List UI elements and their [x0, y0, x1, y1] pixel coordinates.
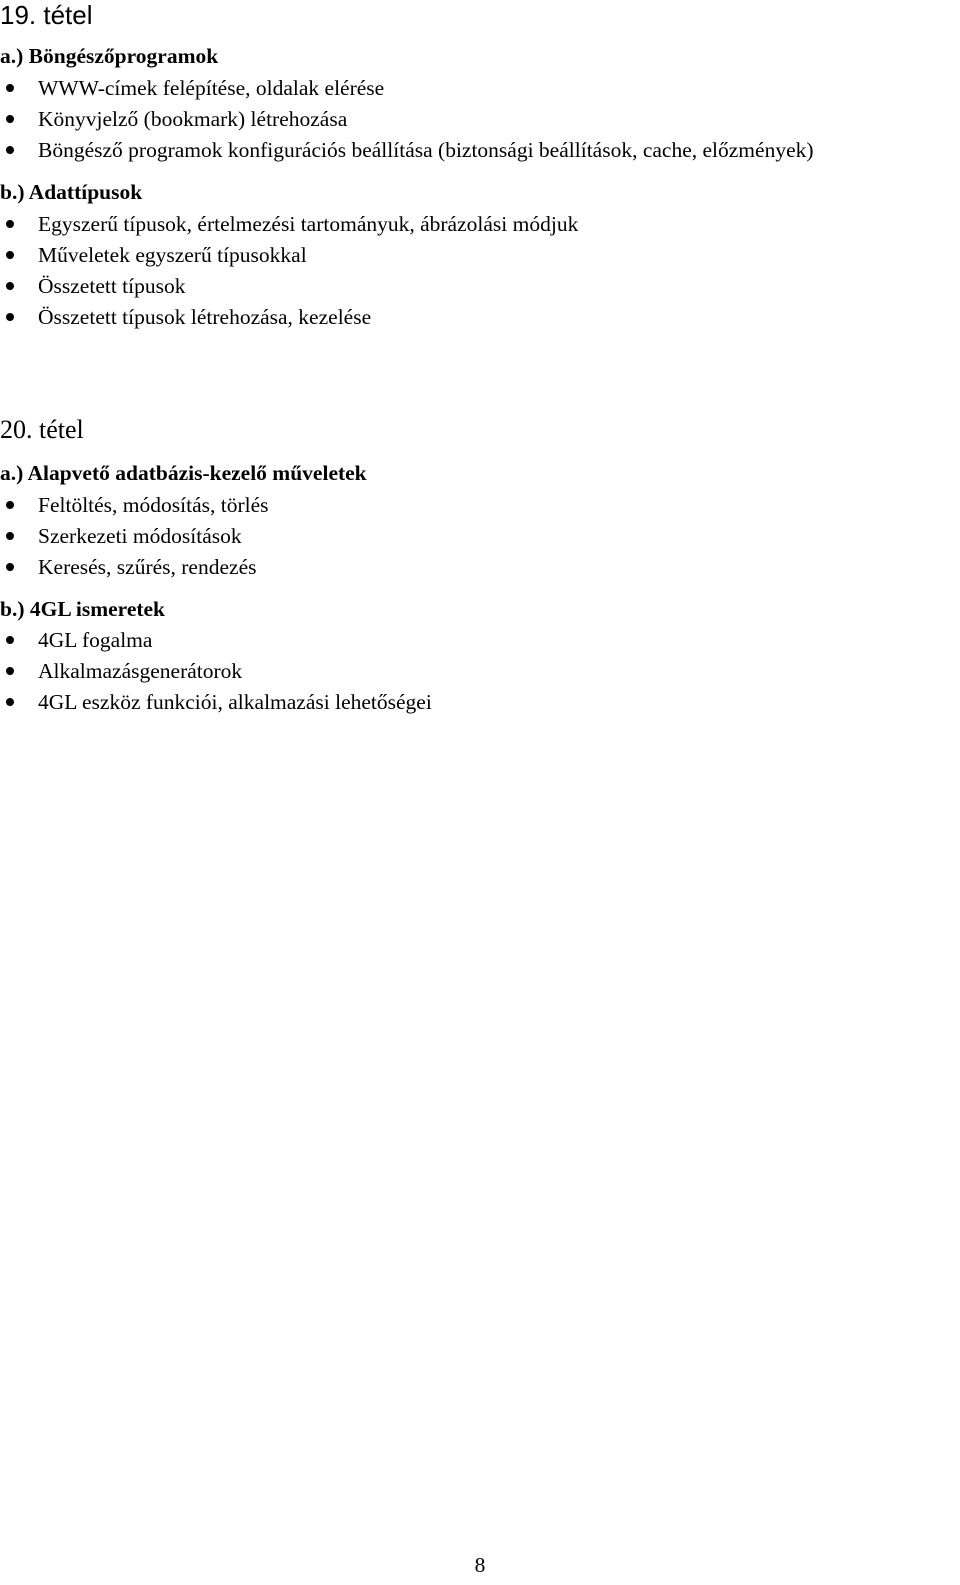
list-item-text: Összetett típusok létrehozása, kezelése — [38, 305, 372, 329]
bullet-icon — [6, 563, 14, 571]
subheading-data-types: b.) Adattípusok — [0, 180, 143, 204]
list-item-text: 4GL eszköz funkciói, alkalmazási lehetőségei — [38, 690, 432, 714]
bullet-icon — [6, 698, 14, 706]
bullet-icon — [6, 532, 14, 540]
list-item-text: Böngésző programok konfigurációs beállítása (biztonsági beállítások, cache, előzmények) — [38, 138, 814, 162]
bullet-icon — [6, 146, 14, 154]
list-item-text: Feltöltés, módosítás, törlés — [38, 493, 269, 517]
page-number: 8 — [474, 1553, 486, 1577]
list-item-text: Szerkezeti módosítások — [38, 524, 242, 548]
bullet-icon — [6, 282, 14, 290]
subheading-browser-programs: a.) Böngészőprogramok — [0, 44, 219, 68]
list-item-text: WWW-címek felépítése, oldalak elérése — [38, 76, 385, 100]
bullet-icon — [6, 84, 14, 92]
list-item-text: Alkalmazásgenerátorok — [38, 659, 243, 683]
bullet-icon — [6, 115, 14, 123]
subheading-4gl: b.) 4GL ismeretek — [0, 597, 166, 621]
list-item-text: Könyvjelző (bookmark) létrehozása — [38, 107, 348, 131]
bullet-icon — [6, 313, 14, 321]
bullet-icon — [6, 251, 14, 259]
bullet-icon — [6, 501, 14, 509]
list-item-text: Keresés, szűrés, rendezés — [38, 555, 257, 579]
bullet-icon — [6, 667, 14, 675]
section-title-20: 20. tétel — [0, 415, 84, 444]
list-item-text: Műveletek egyszerű típusokkal — [38, 243, 307, 267]
list-item-text: 4GL fogalma — [38, 628, 153, 652]
bullet-icon — [6, 220, 14, 228]
list-item-text: Egyszerű típusok, értelmezési tartományuk, ábrázolási módjuk — [38, 212, 579, 236]
subheading-database-operations: a.) Alapvető adatbázis-kezelő műveletek — [0, 461, 367, 485]
list-item-text: Összetett típusok — [38, 274, 186, 298]
section-title-19: 19. tétel — [0, 0, 93, 30]
bullet-icon — [6, 636, 14, 644]
